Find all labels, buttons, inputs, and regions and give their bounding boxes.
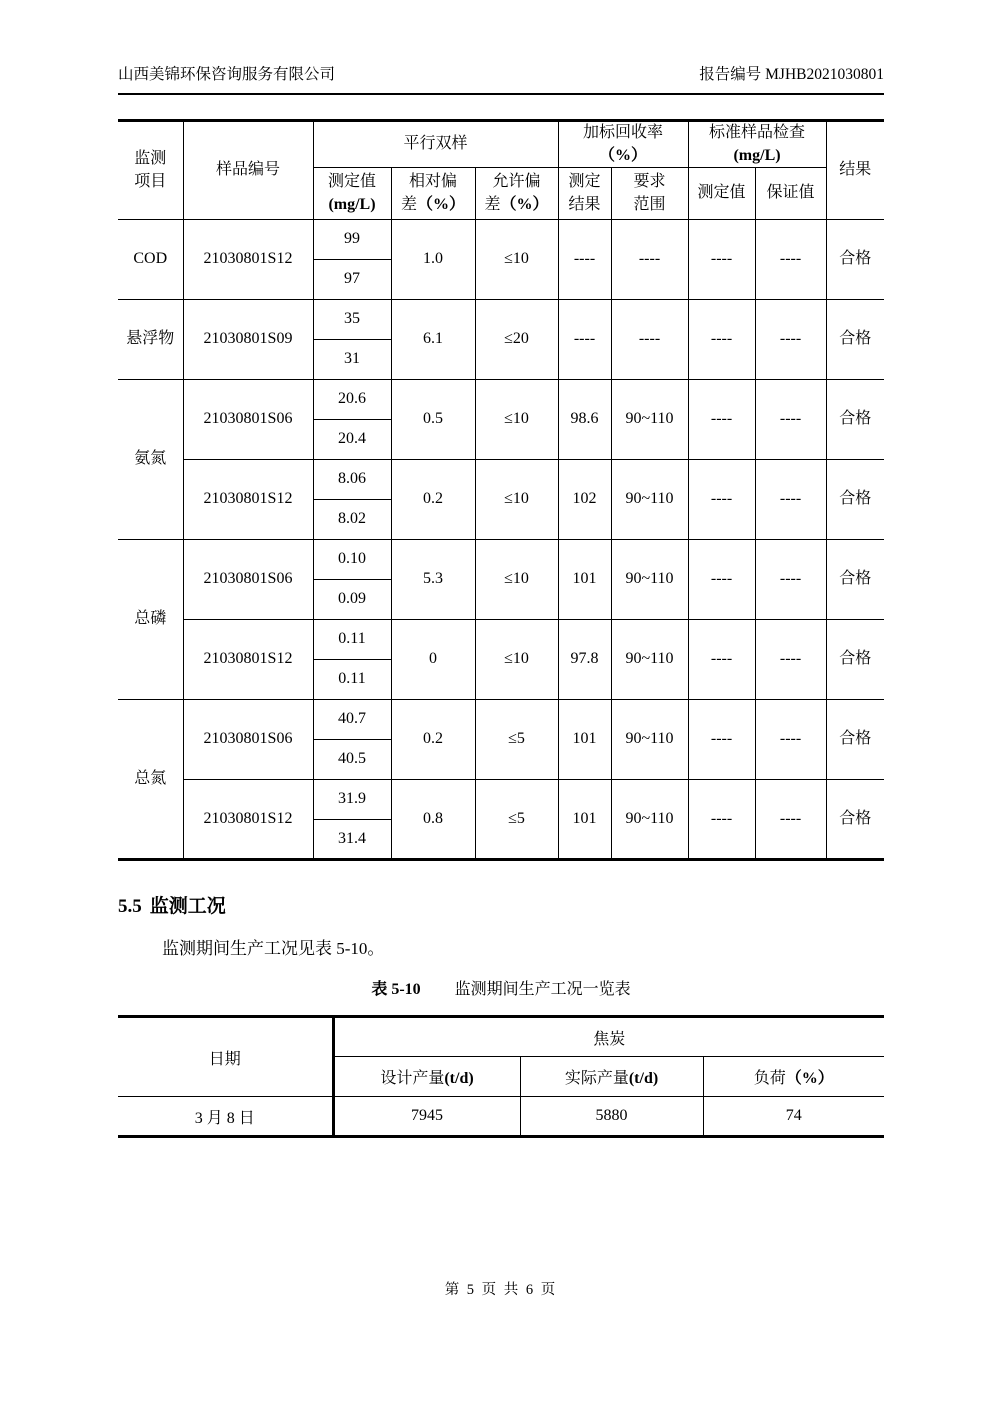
sample-id-cell: 21030801S12 (183, 780, 313, 860)
measured-value-cell: 0.11 (313, 660, 391, 700)
recovery-result-cell: 97.8 (558, 620, 611, 700)
relative-deviation-cell: 1.0 (391, 220, 475, 300)
measured-value-cell: 20.6 (313, 380, 391, 420)
relative-deviation-cell: 0.2 (391, 460, 475, 540)
table-row (118, 780, 884, 820)
col-header-standard-sample: 标准样品检查 (mg/L) (688, 121, 826, 168)
param-cell: 总氮 (118, 700, 183, 860)
col-header-result: 结果 (826, 121, 884, 220)
design-output-header: 设计产量(t/d) (333, 1057, 520, 1097)
std-guaranteed-cell: ---- (755, 620, 826, 700)
relative-deviation-cell: 0.2 (391, 700, 475, 780)
col-header-measured-value: 测定值 (mg/L) (313, 168, 391, 220)
recovery-result-cell: 101 (558, 700, 611, 780)
allowed-deviation-cell: ≤20 (475, 300, 558, 380)
coke-group-cell: 焦炭 (333, 1017, 884, 1057)
page-header (118, 0, 884, 84)
production-table (118, 1015, 884, 1138)
std-measured-cell: ---- (688, 380, 755, 460)
std-measured-cell: ---- (688, 540, 755, 620)
required-range-cell: 90~110 (611, 780, 688, 860)
design-output-cell: 7945 (333, 1097, 520, 1137)
col-header-std-measured: 测定值 (688, 168, 755, 220)
section-heading (118, 891, 884, 918)
load-header: 负荷（%） (703, 1057, 884, 1097)
std-guaranteed-cell: ---- (755, 700, 826, 780)
param-cell: 总磷 (118, 540, 183, 700)
measured-value-cell: 0.11 (313, 620, 391, 660)
table-row (118, 380, 884, 420)
qa-table (118, 119, 884, 861)
col-header-sample-id: 样品编号 (183, 121, 313, 220)
allowed-deviation-cell: ≤10 (475, 220, 558, 300)
col-header-parallel-duplicate: 平行双样 (313, 121, 558, 168)
table-caption-label: 表 5-10 (371, 981, 421, 998)
param-cell: COD (118, 220, 183, 300)
measured-value-cell: 8.06 (313, 460, 391, 500)
measured-value-cell: 31.9 (313, 780, 391, 820)
required-range-cell: 90~110 (611, 540, 688, 620)
report-number: 报告编号 MJHB2021030801 (699, 66, 884, 83)
col-header-spike-recovery: 加标回收率 （%） (558, 121, 688, 168)
allowed-deviation-cell: ≤5 (475, 780, 558, 860)
recovery-result-cell: 101 (558, 540, 611, 620)
recovery-result-cell: 102 (558, 460, 611, 540)
relative-deviation-cell: 5.3 (391, 540, 475, 620)
recovery-result-cell: 101 (558, 780, 611, 860)
measured-value-cell: 35 (313, 300, 391, 340)
std-guaranteed-cell: ---- (755, 380, 826, 460)
allowed-deviation-cell: ≤10 (475, 620, 558, 700)
measured-value-cell: 8.02 (313, 500, 391, 540)
table-row (118, 460, 884, 500)
relative-deviation-cell: 0.8 (391, 780, 475, 860)
std-guaranteed-cell: ---- (755, 460, 826, 540)
recovery-result-cell: ---- (558, 300, 611, 380)
measured-value-cell: 31.4 (313, 820, 391, 860)
sample-id-cell: 21030801S06 (183, 540, 313, 620)
relative-deviation-cell: 0.5 (391, 380, 475, 460)
allowed-deviation-cell: ≤5 (475, 700, 558, 780)
std-measured-cell: ---- (688, 300, 755, 380)
required-range-cell: 90~110 (611, 380, 688, 460)
table-row (118, 300, 884, 340)
measured-value-cell: 20.4 (313, 420, 391, 460)
table-row (118, 220, 884, 260)
col-header-relative-deviation: 相对偏 差（%） (391, 168, 475, 220)
required-range-cell: ---- (611, 220, 688, 300)
sample-id-cell: 21030801S12 (183, 620, 313, 700)
table-caption (118, 976, 884, 999)
col-header-required-range: 要求 范围 (611, 168, 688, 220)
recovery-result-cell: 98.6 (558, 380, 611, 460)
section-title: 监测工况 (149, 896, 226, 917)
std-guaranteed-cell: ---- (755, 780, 826, 860)
col-header-allowed-deviation: 允许偏 差（%） (475, 168, 558, 220)
result-cell: 合格 (826, 220, 884, 300)
sample-id-cell: 21030801S12 (183, 460, 313, 540)
std-guaranteed-cell: ---- (755, 540, 826, 620)
measured-value-cell: 97 (313, 260, 391, 300)
std-measured-cell: ---- (688, 220, 755, 300)
actual-output-cell: 5880 (520, 1097, 703, 1137)
sample-id-cell: 21030801S12 (183, 220, 313, 300)
param-cell: 氨氮 (118, 380, 183, 540)
result-cell: 合格 (826, 460, 884, 540)
result-cell: 合格 (826, 380, 884, 460)
param-cell: 悬浮物 (118, 300, 183, 380)
result-cell: 合格 (826, 300, 884, 380)
actual-output-header: 实际产量(t/d) (520, 1057, 703, 1097)
header-rule (118, 93, 884, 95)
measured-value-cell: 0.10 (313, 540, 391, 580)
std-measured-cell: ---- (688, 460, 755, 540)
std-guaranteed-cell: ---- (755, 220, 826, 300)
page-content (118, 0, 884, 1299)
col-header-std-guaranteed: 保证值 (755, 168, 826, 220)
col-header-monitor-item: 监测 项目 (118, 121, 183, 220)
allowed-deviation-cell: ≤10 (475, 460, 558, 540)
allowed-deviation-cell: ≤10 (475, 380, 558, 460)
table-row (118, 620, 884, 660)
result-cell: 合格 (826, 540, 884, 620)
section-paragraph: 监测期间生产工况见表 5-10。 (162, 939, 385, 958)
std-measured-cell: ---- (688, 620, 755, 700)
company-name: 山西美锦环保咨询服务有限公司 (118, 66, 336, 83)
result-cell: 合格 (826, 620, 884, 700)
measured-value-cell: 40.5 (313, 740, 391, 780)
required-range-cell: 90~110 (611, 700, 688, 780)
relative-deviation-cell: 6.1 (391, 300, 475, 380)
table-row (118, 540, 884, 580)
std-guaranteed-cell: ---- (755, 300, 826, 380)
result-cell: 合格 (826, 700, 884, 780)
table-row (118, 121, 884, 168)
std-measured-cell: ---- (688, 700, 755, 780)
section-number: 5.5 (118, 896, 142, 917)
relative-deviation-cell: 0 (391, 620, 475, 700)
std-measured-cell: ---- (688, 780, 755, 860)
allowed-deviation-cell: ≤10 (475, 540, 558, 620)
sample-id-cell: 21030801S06 (183, 380, 313, 460)
page-footer: 第 5 页 共 6 页 (444, 1282, 558, 1298)
measured-value-cell: 0.09 (313, 580, 391, 620)
col-header-recovery-result: 测定 结果 (558, 168, 611, 220)
recovery-result-cell: ---- (558, 220, 611, 300)
table-row (118, 1017, 884, 1057)
required-range-cell: 90~110 (611, 460, 688, 540)
date-header-cell: 日期 (118, 1017, 333, 1097)
load-cell: 74 (703, 1097, 884, 1137)
table-row (118, 1097, 884, 1137)
sample-id-cell: 21030801S09 (183, 300, 313, 380)
date-cell: 3 月 8 日 (118, 1097, 333, 1137)
required-range-cell: 90~110 (611, 620, 688, 700)
measured-value-cell: 40.7 (313, 700, 391, 740)
measured-value-cell: 31 (313, 340, 391, 380)
measured-value-cell: 99 (313, 220, 391, 260)
required-range-cell: ---- (611, 300, 688, 380)
table-caption-title: 监测期间生产工况一览表 (454, 981, 631, 998)
table-row (118, 700, 884, 740)
sample-id-cell: 21030801S06 (183, 700, 313, 780)
result-cell: 合格 (826, 780, 884, 860)
